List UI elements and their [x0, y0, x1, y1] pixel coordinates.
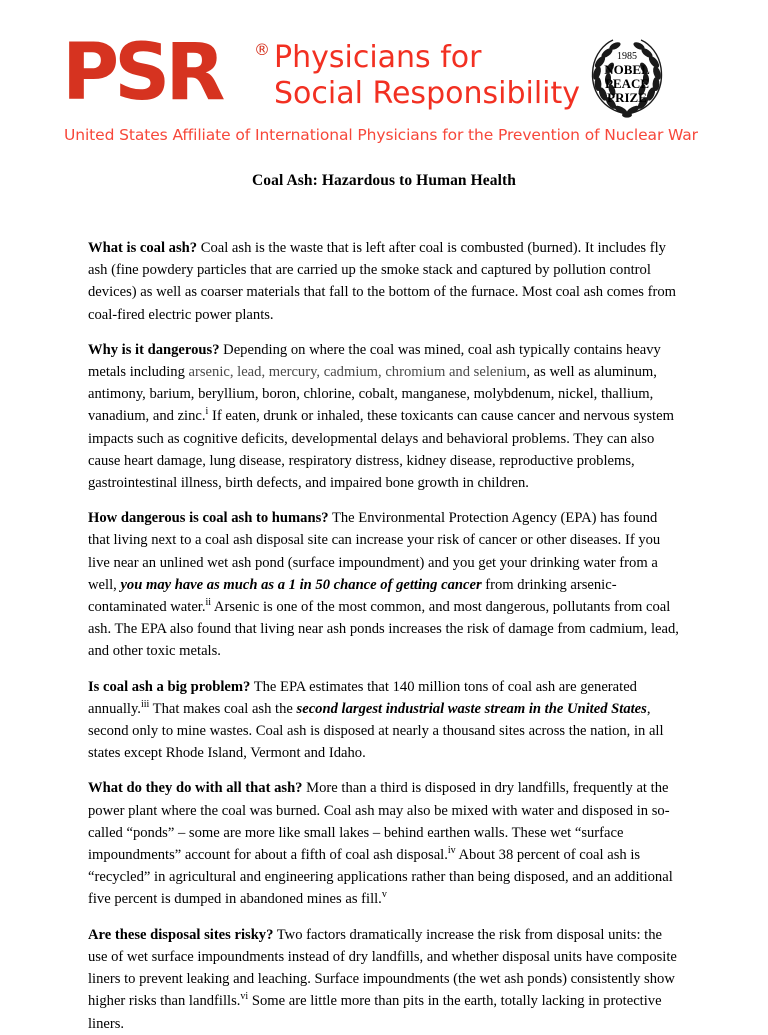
page-title: Coal Ash: Hazardous to Human Health: [251, 172, 516, 189]
paragraph-text: That makes coal ash the: [149, 700, 297, 717]
psr-logo-wordmark: PSR: [62, 28, 221, 118]
paragraph-text: Coal ash is the waste that is left after coal is combusted (burned). It includes fly ash (fine powdery particles that are carried up the smoke stack and captured by pollution control devices) as well as coarser materials that fall to the bottom of the furnace. Most coal ash comes from coal-fired electric power plants.: [88, 240, 677, 323]
endnote-marker: v: [381, 889, 387, 901]
paragraph-text: More than a third is disposed in dry landfills, frequently at the power plant where the coal was burned. Coal ash may also be mixed with water and disposed in so-called “ponds” – some are more like small lakes – behind earthen walls. These wet “surface impoundments” account for about a fifth of coal ash disposal.: [88, 780, 670, 864]
paragraph-text: from drinking arsenic-contaminated water.: [88, 576, 617, 616]
paragraph-text: The Environmental Protection Agency (EPA) has found that living next to a coal ash disposal site can increase your risk of cancer or other diseases. If you live near an unlined wet ash pond (surface impoundment) and you get your drinking water from a well,: [88, 510, 661, 593]
paragraph-how-dangerous: [88, 507, 681, 662]
paragraph-text: The EPA estimates that 140 million tons of coal ash are generated annually.: [88, 678, 637, 717]
paragraph-text: , second only to mine wastes. Coal ash is disposed at nearly a thousand sites across the nation, in all states except Rhode Island, Vermont and Idaho.: [88, 700, 664, 762]
paragraph-text: If eaten, drunk or inhaled, these toxicants can cause cancer and nervous system impacts such as cognitive deficits, developmental delays and behavioral problems. They can also cause heart damage, lung disease, respiratory distress, kidney disease, reproductive problems, gastrointestinal illness, birth defects, and impaired bone growth in children.: [88, 408, 674, 492]
paragraph-heading: How dangerous is coal ash to humans?: [88, 510, 329, 527]
paragraph-heading: Why is it dangerous?: [88, 341, 220, 358]
paragraph-text: Arsenic is one of the most common, and most dangerous, pollutants from coal ash. The EPA also found that living near ash ponds increases the risk of damage from cadmium, lead, and other toxic metals.: [88, 599, 679, 660]
paragraph-why-is-it-dangerous: [88, 339, 681, 494]
organization-name: [274, 40, 580, 112]
paragraph-text: , as well as aluminum, antimony, barium, beryllium, boron, chlorine, cobalt, manganese, molybdenum, nickel, thallium, vanadium, and zinc.: [88, 364, 657, 425]
seal-line2: PEACE: [604, 76, 650, 91]
letterhead-top-row: [62, 28, 682, 124]
emphasized-statistic: you may have as much as a 1 in 50 chance of getting cancer: [120, 576, 482, 593]
seal-line1: NOBEL: [604, 62, 650, 77]
paragraph-text: About 38 percent of coal ash is “recycled” in agricultural and engineering applications rather than being disposed, and an additional five percent is dumped in abandoned mines as fill.: [88, 847, 673, 908]
heavy-metals-list: arsenic, lead, mercury, cadmium, chromium and selenium: [188, 364, 527, 381]
emphasized-statistic: second largest industrial waste stream in the United States: [296, 700, 647, 717]
endnote-marker: iv: [447, 845, 456, 857]
paragraph-big-problem: [88, 676, 681, 765]
endnote-marker: ii: [205, 597, 212, 609]
paragraph-heading: Are these disposal sites risky?: [88, 926, 274, 943]
organization-name-line1: Physicians for: [274, 40, 482, 75]
endnote-marker: vi: [240, 991, 249, 1003]
paragraph-text: Some are little more than pits in the earth, totally lacking in protective liners.: [88, 993, 662, 1032]
endnote-marker: i: [205, 406, 209, 418]
paragraph-text: Two factors dramatically increase the risk from disposal units: the use of wet surface impoundments instead of dry landfills, and whether disposal units have composite liners to prevent leaking and leaching. Surface impoundments (the wet ash ponds) consistently show higher risks than landfills.: [88, 926, 677, 1010]
endnote-marker: iii: [140, 699, 150, 710]
letterhead: [62, 28, 698, 150]
seal-line3: PRIZE: [607, 90, 647, 105]
seal-year: 1985: [617, 51, 637, 62]
affiliate-tagline: United States Affiliate of International Physicians for the Prevention of Nuclear War: [64, 126, 698, 144]
registered-trademark-icon: ®: [254, 40, 270, 59]
paragraph-what-is-coal-ash: [88, 237, 681, 326]
paragraph-heading: What do they do with all that ash?: [88, 780, 303, 797]
nobel-peace-prize-seal-icon: [580, 32, 674, 124]
paragraph-what-do-they-do: [88, 777, 681, 910]
organization-name-line2: Social Responsibility: [274, 76, 581, 111]
paragraph-text: Depending on where the coal was mined, coal ash typically contains heavy metals including: [88, 341, 661, 381]
paragraph-heading: What is coal ash?: [88, 240, 198, 256]
paragraph-disposal-sites-risky: [88, 924, 681, 1035]
paragraph-heading: Is coal ash a big problem?: [88, 678, 251, 695]
document-body: [88, 237, 681, 1035]
